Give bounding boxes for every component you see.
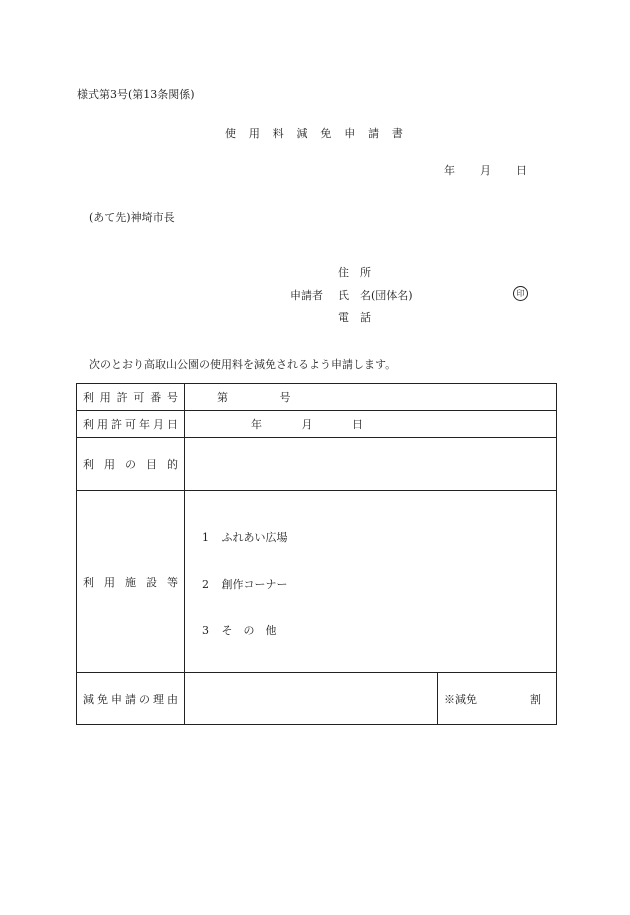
- reduction-unit: 割: [530, 692, 541, 706]
- reduction-label: ※減免: [444, 692, 477, 706]
- facilities-label: [77, 491, 185, 673]
- facility-name: そ の 他: [221, 624, 277, 637]
- permit-number-field[interactable]: [185, 384, 557, 411]
- label-char: 許: [111, 418, 122, 431]
- permit-date-year: 年: [251, 418, 262, 431]
- title-char: 書: [391, 127, 403, 140]
- permit-number-suffix: 号: [279, 391, 291, 404]
- facility-number: 3: [202, 624, 209, 637]
- facility-number: 1: [202, 531, 209, 544]
- label-char: 利: [83, 575, 94, 589]
- facility-item[interactable]: [202, 529, 288, 545]
- reduction-field[interactable]: [438, 673, 557, 725]
- facility-number: 2: [202, 578, 209, 591]
- table-row-facilities: [77, 491, 557, 673]
- label-char: 免: [97, 692, 108, 706]
- label-char: 由: [167, 692, 178, 706]
- label-char: 用: [104, 458, 115, 471]
- label-char: 用: [97, 418, 108, 431]
- permit-date-month: 月: [301, 418, 313, 431]
- permit-date-day: 日: [352, 418, 363, 431]
- applicant-name-label: 氏 名(団体名): [338, 289, 413, 302]
- label-char: 号: [166, 391, 178, 404]
- date-month: 月: [480, 164, 491, 177]
- label-char: 理: [153, 692, 164, 706]
- title-char: 請: [368, 127, 380, 140]
- label-char: 許: [116, 391, 128, 404]
- applicant-label: 申請者: [290, 289, 323, 302]
- facilities-field: [185, 491, 557, 673]
- label-char: 年: [139, 418, 150, 431]
- application-table: [76, 383, 557, 725]
- title-char: 料: [272, 127, 284, 140]
- label-char: 等: [167, 575, 178, 589]
- applicant-address-label: 住 所: [338, 266, 371, 279]
- facility-item[interactable]: [202, 622, 277, 638]
- reason-label: [77, 673, 185, 725]
- label-char: の: [125, 458, 136, 471]
- date-day: 日: [516, 164, 527, 177]
- title-char: 減: [296, 127, 308, 140]
- table-row-permit-date: [77, 411, 557, 438]
- label-char: 日: [167, 418, 178, 431]
- facility-name: ふれあい広場: [221, 531, 288, 544]
- addressee: (あて先)神埼市長: [89, 211, 175, 224]
- label-char: 月: [153, 418, 164, 431]
- label-char: 用: [99, 391, 111, 404]
- label-char: 利: [83, 458, 94, 471]
- table-row-purpose: [77, 438, 557, 491]
- table-row-permit-number: [77, 384, 557, 411]
- label-char: 可: [133, 391, 145, 404]
- intro-text: 次のとおり高取山公園の使用料を減免されるよう申請します。: [89, 358, 397, 371]
- title-char: 申: [344, 127, 356, 140]
- permit-number-label: [77, 384, 185, 411]
- title-char: 用: [248, 127, 260, 140]
- label-char: 可: [125, 418, 136, 431]
- label-char: 減: [83, 692, 94, 706]
- label-char: 請: [125, 692, 136, 706]
- document-title: [225, 125, 403, 141]
- label-char: 施: [125, 575, 136, 589]
- label-char: の: [139, 692, 150, 706]
- table-row-reason: [77, 673, 557, 725]
- permit-date-label: [77, 411, 185, 438]
- label-char: 的: [167, 458, 178, 471]
- seal-icon: 印: [513, 286, 528, 301]
- title-char: 免: [320, 127, 332, 140]
- label-char: 申: [111, 692, 122, 706]
- facility-item[interactable]: [202, 576, 288, 592]
- label-char: 目: [146, 458, 157, 471]
- reason-field[interactable]: [185, 673, 438, 725]
- label-char: 設: [146, 575, 157, 589]
- purpose-label: [77, 438, 185, 491]
- title-char: 使: [225, 127, 236, 140]
- facility-name: 創作コーナー: [221, 578, 288, 591]
- label-char: 利: [83, 418, 94, 431]
- label-char: 番: [150, 391, 162, 404]
- permit-date-field[interactable]: [185, 411, 557, 438]
- label-char: 用: [104, 575, 115, 589]
- purpose-field[interactable]: [185, 438, 557, 491]
- permit-number-prefix: 第: [217, 391, 228, 404]
- label-char: 利: [83, 391, 94, 404]
- applicant-phone-label: 電 話: [338, 311, 371, 324]
- form-number: 様式第3号(第13条関係): [77, 88, 195, 101]
- date-year: 年: [444, 164, 455, 177]
